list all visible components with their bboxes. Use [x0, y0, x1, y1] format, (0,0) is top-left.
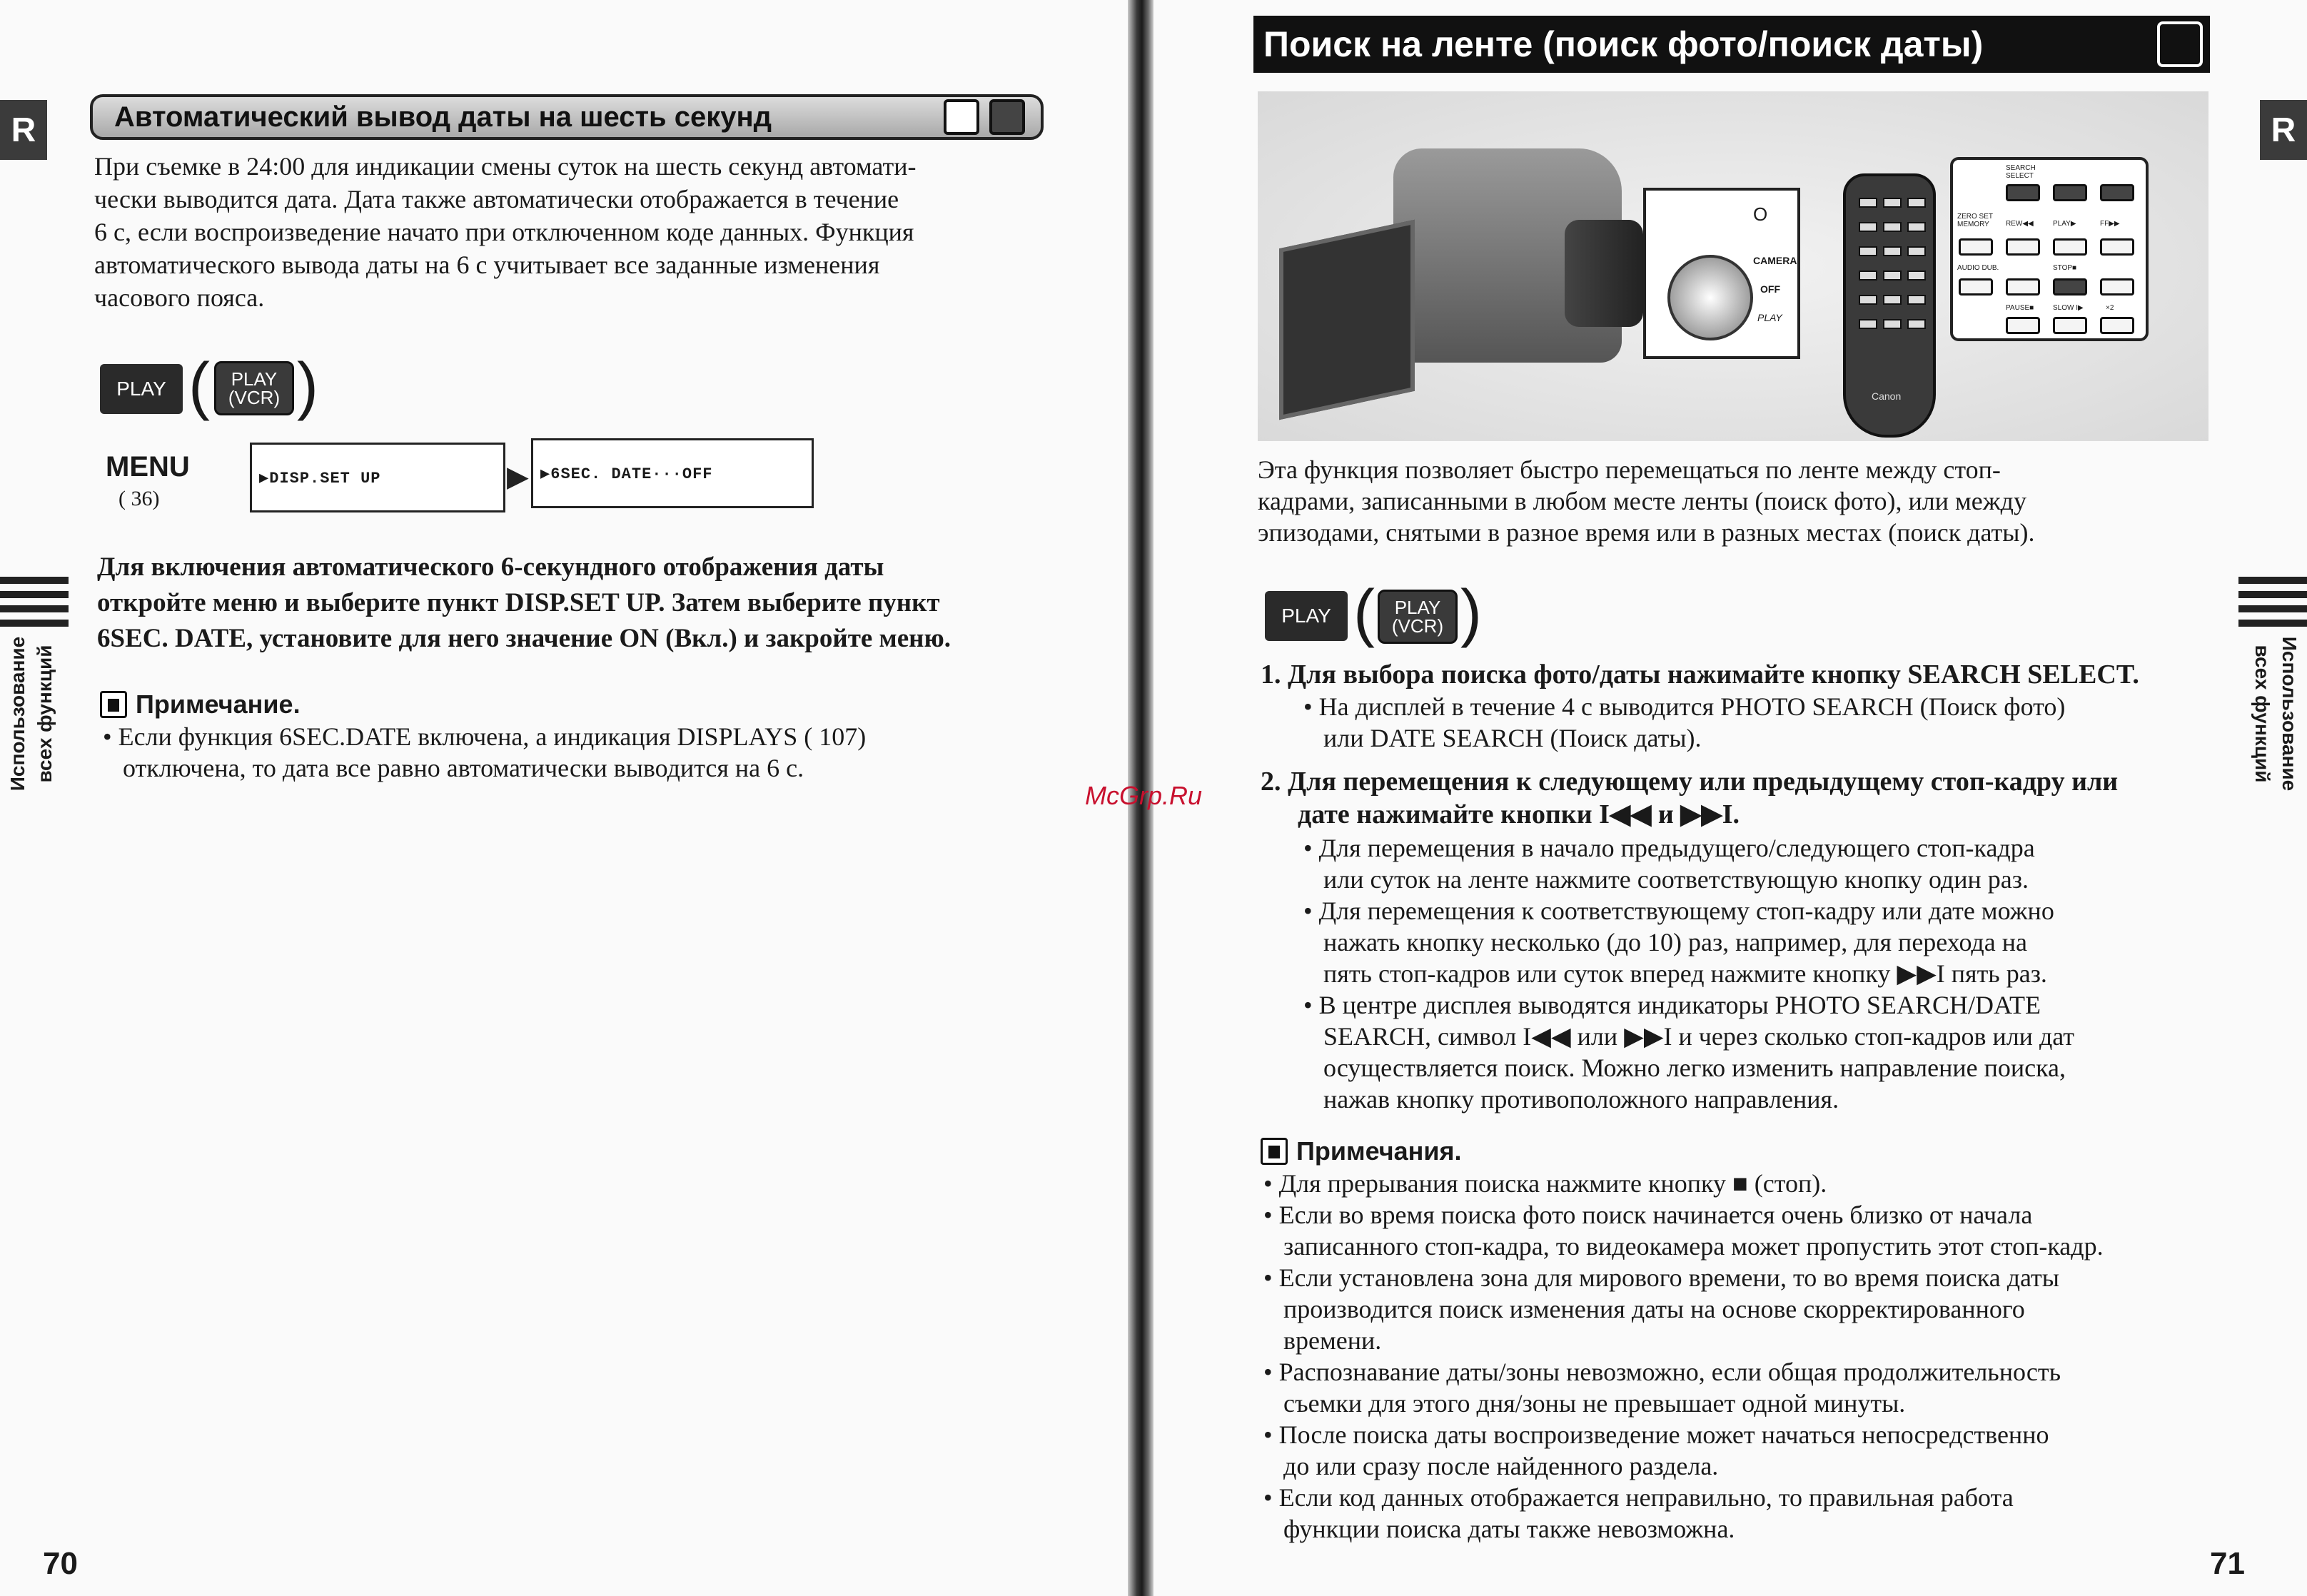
paren-open-right: ( — [1353, 577, 1375, 649]
paren-close-right: ) — [1460, 577, 1482, 649]
page-number-right: 71 — [2210, 1546, 2245, 1581]
left-page — [0, 0, 1128, 1596]
menu-label: MENU — [106, 451, 190, 483]
intro-paragraph: При съемке в 24:00 для индикации смены суток на шесть секунд автомати- чески выводится дата. Дата также автоматически отображается в течение 6 с, если воспроизведение начато при отключенном коде данных. Функция автоматического вывода даты на 6 с учитывает все заданные изменения часового пояса. — [94, 152, 917, 312]
remote-buttons-callout: SEARCH SELECT ZERO SET MEMORY REW◀◀ PLAY▶ FF▶▶ AUDIO DUB. STOP■ PAUSE■ SLOW I▶ ×2 — [1950, 157, 2149, 341]
section-tab-r-right: R — [2260, 100, 2307, 160]
search-select-button-icon — [2006, 184, 2040, 201]
notes-icon — [1261, 1138, 1288, 1165]
note-icon — [100, 691, 127, 718]
side-bars-decoration — [0, 577, 69, 634]
side-section-label: Использование всех функций — [6, 636, 56, 792]
mode-play-vcr-badge-right: PLAY (VCR) — [1378, 590, 1458, 644]
note-heading: Примечание. — [100, 690, 301, 719]
instruction-paragraph: Для включения автоматического 6-секундного отображения даты откройте меню и выберите пункт DISP.SET UP. Затем выберите пункт 6SEC. DATE, установите для него значение ON (Вкл.) и закройте меню. — [97, 552, 951, 653]
menu-screen-disp-set-up: ▶DISP.SET UP — [250, 443, 505, 512]
menu-screen-6sec-date: ▶6SEC. DATE···OFF — [531, 438, 814, 508]
prev-button-icon — [2053, 184, 2087, 201]
paren-close: ) — [297, 350, 318, 422]
section-tab-r: R — [0, 100, 47, 160]
power-dial-callout: O CAMERA OFF PLAY — [1643, 188, 1800, 359]
page-number-left: 70 — [43, 1546, 78, 1581]
watermark-text: McGrp.Ru — [1085, 781, 1203, 810]
next-button-icon — [2100, 184, 2134, 201]
side-section-label-right: Использование всех функций — [2251, 636, 2301, 792]
mode-play-badge-right: PLAY — [1265, 591, 1348, 641]
camcorder-remote-illustration — [1258, 91, 2208, 441]
remote-control: Canon — [1843, 173, 1936, 438]
step-2-title: 2. Для перемещения к следующему или предыдущему стоп-кадру или дате нажимайте кнопки I◀◀ и ▶▶I. — [1261, 767, 2119, 829]
mode-play-vcr-badge: PLAY (VCR) — [214, 361, 294, 415]
notes-heading: Примечания. — [1261, 1136, 1462, 1166]
search-intro-paragraph: Эта функция позволяет быстро перемещаться по ленте между стоп- кадрами, записанными в любом месте ленты (поиск фото), или между эпизодами, снятыми в разное время или в разных местах (поиск даты). — [1258, 455, 2035, 547]
tape-icon — [944, 99, 979, 135]
step-2-details: • Для перемещения в начало предыдущего/следующего стоп-кадра или суток на ленте нажмите соответствующую кнопку один раз. • Для перемещения к соответствующему стоп-кадру или дате можно нажать кнопку несколько (до 10) раз, например, для перехода на пять стоп-кадров или суток вперед нажмите кнопку ▶▶I пять раз. • В центре дисплея выводятся индикаторы PHOTO SEARCH/DATE SEARCH, символ I◀◀ или ▶▶I и через сколько стоп-кадров или дат осуществляется поиск. Можно легко изменить направление поиска, нажав кнопку противоположного направления. — [1303, 834, 2075, 1113]
menu-arrow-icon: ▶ — [507, 460, 529, 493]
camcorder-lcd-screen — [1279, 220, 1415, 420]
power-dial-icon — [1667, 255, 1753, 340]
mode-play-badge: PLAY — [100, 364, 183, 414]
pen-icon-right — [2157, 21, 2203, 67]
side-bars-decoration-right — [2238, 577, 2307, 634]
search-section-title: Поиск на ленте (поиск фото/поиск даты) — [1263, 24, 1984, 64]
section-title: Автоматический вывод даты на шесть секунд — [114, 101, 772, 133]
paren-open: ( — [188, 350, 210, 422]
notes-list: • Для прерывания поиска нажмите кнопку ■ (стоп). • Если во время поиска фото поиск начинается очень близко от начала записанного стоп-кадра, то видеокамера может пропустить этот стоп-кадр. • Если установлена зона для мирового времени, то во время поиска даты производится поиск изменения даты на основе скорректированного времени. • Распознавание даты/зоны невозможно, если общая продолжительность съемки для этого дня/зоны не превышает одной минуты. • После поиска даты воспроизведение может начаться непосредственно до или сразу после найденного раздела. • Если код данных отображается неправильно, то правильная работа функции поиска даты также невозможна. — [1263, 1169, 2104, 1543]
step-1-details: • На дисплей в течение 4 с выводится PHOTO SEARCH (Поиск фото) или DATE SEARCH (Поиск даты). — [1303, 692, 2066, 752]
step-1-title: 1. Для выбора поиска фото/даты нажимайте кнопку SEARCH SELECT. — [1261, 660, 2139, 690]
pen-icon — [989, 99, 1025, 135]
menu-page-ref: ( 36) — [118, 487, 160, 510]
search-section-title-bar — [1253, 16, 2210, 73]
section-title-bar — [90, 94, 1044, 140]
camcorder-lens — [1565, 220, 1643, 327]
note-item: • Если функция 6SEC.DATE включена, а индикация DISPLAYS ( 107) отключена, то дата все равно автоматически выводится на 6 с. — [103, 722, 867, 782]
